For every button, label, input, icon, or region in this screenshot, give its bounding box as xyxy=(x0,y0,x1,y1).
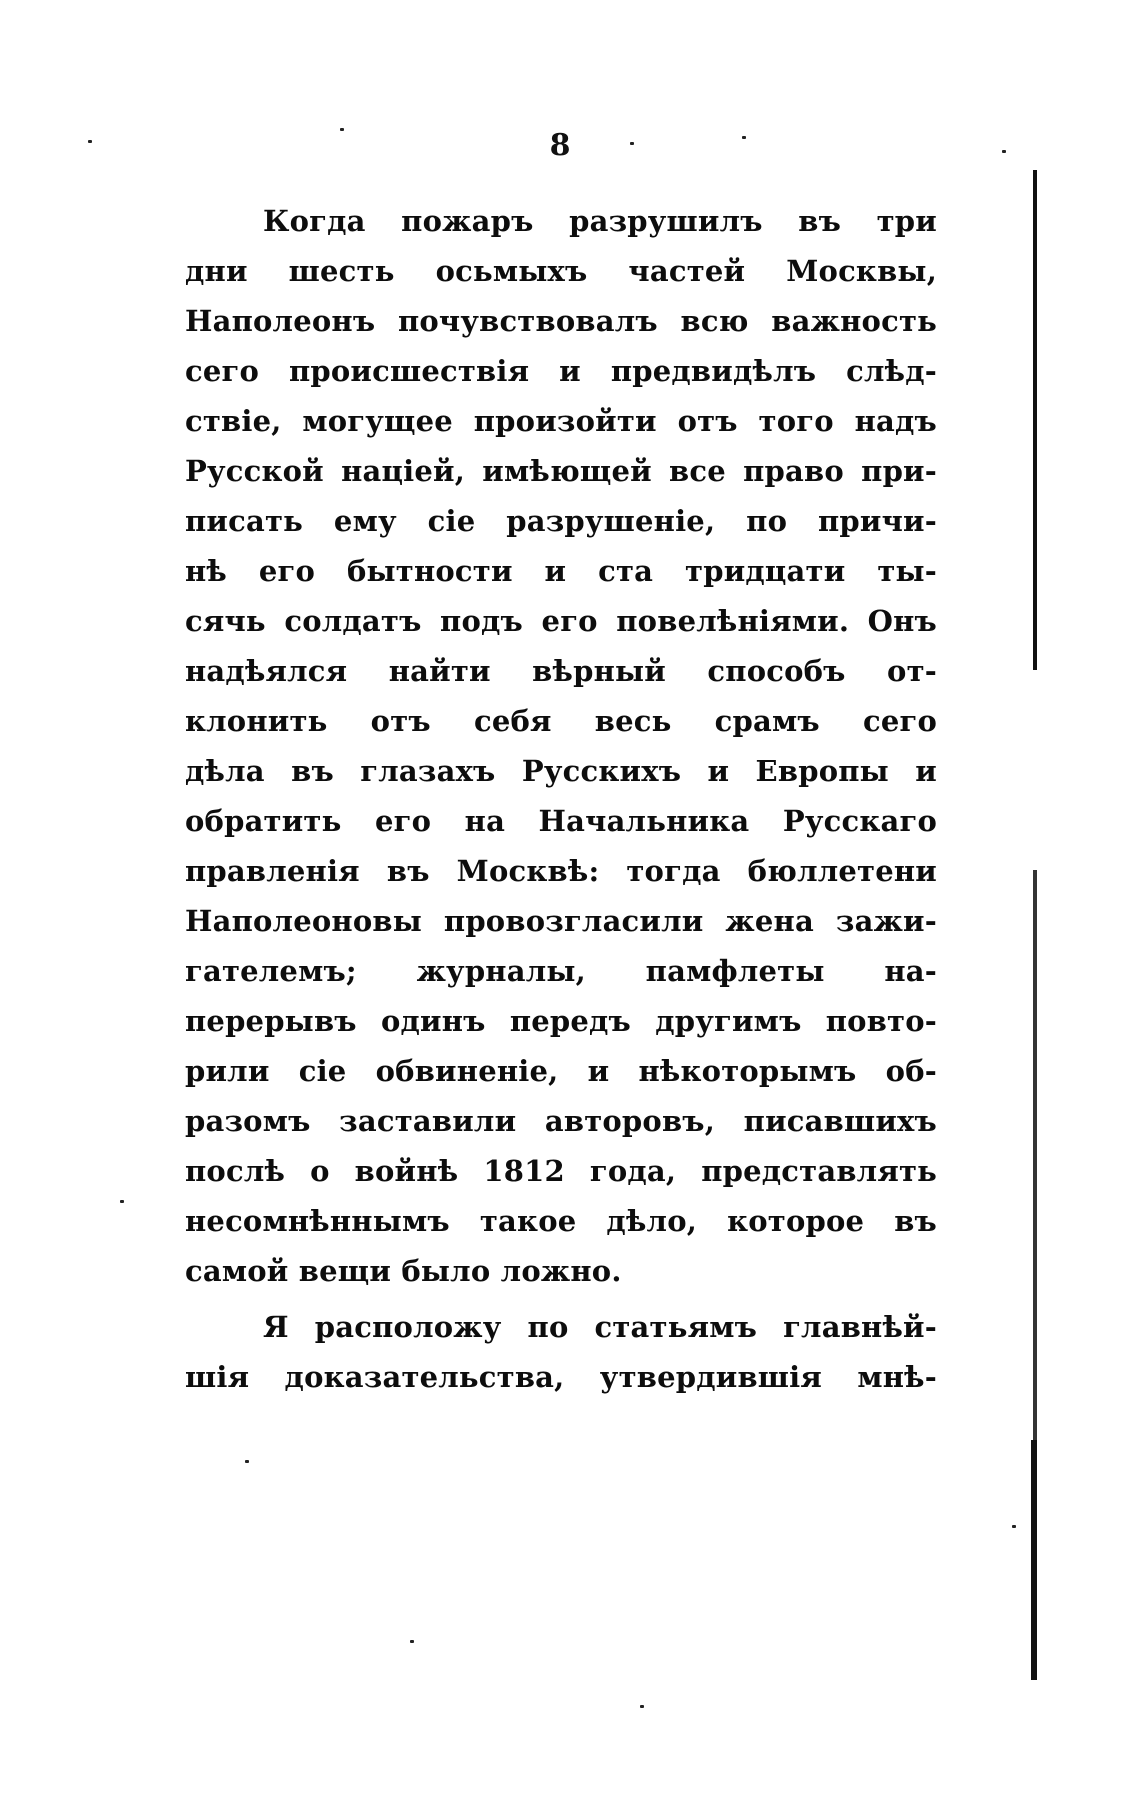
text-line: клонить отъ себя весь срамъ сего xyxy=(185,704,937,738)
text-line: сячь солдатъ подъ его повелѣніями. Онъ xyxy=(185,604,937,638)
text-line: нѣ его бытности и ста тридцати ты- xyxy=(185,554,937,588)
scan-speck xyxy=(1002,150,1006,153)
text-line: гателемъ; журналы, памфлеты на- xyxy=(185,954,937,988)
text-line: рили сіе обвиненіе, и нѣкоторымъ об- xyxy=(185,1054,937,1088)
scan-speck xyxy=(630,142,634,145)
text-line: надѣялся найти вѣрный способъ от- xyxy=(185,654,937,688)
text-line: дни шесть осьмыхъ частей Москвы, xyxy=(185,254,937,288)
text-line: писать ему сіе разрушеніе, по причи- xyxy=(185,504,937,538)
scan-speck xyxy=(88,140,92,143)
text-line: сего происшествія и предвидѣлъ слѣд- xyxy=(185,354,937,388)
scan-speck xyxy=(1012,1525,1016,1528)
page-edge-mark xyxy=(1033,170,1037,670)
text-line: Я расположу по статьямъ главнѣй- xyxy=(263,1310,937,1344)
body-text xyxy=(185,196,937,1402)
text-line: шія доказательства, утвердившія мнѣ- xyxy=(185,1360,937,1394)
text-line: дѣла въ глазахъ Русскихъ и Европы и xyxy=(185,754,937,788)
text-line: правленія въ Москвѣ: тогда бюллетени xyxy=(185,854,937,888)
text-line: Наполеонъ почувствовалъ всю важность xyxy=(185,304,937,338)
text-line: Когда пожаръ разрушилъ въ три xyxy=(263,204,937,238)
scan-speck xyxy=(340,128,344,131)
scan-speck xyxy=(640,1705,644,1708)
text-line: послѣ о войнѣ 1812 года, представлять xyxy=(185,1154,937,1188)
text-line: обратить его на Начальника Русскаго xyxy=(185,804,937,838)
text-line: самой вещи было ложно. xyxy=(185,1254,622,1288)
scan-speck xyxy=(245,1460,249,1463)
scan-speck xyxy=(742,136,746,139)
text-line: Русской націей, имѣющей все право при- xyxy=(185,454,937,488)
scan-speck xyxy=(410,1640,414,1643)
text-line: несомнѣннымъ такое дѣло, которое въ xyxy=(185,1204,937,1238)
text-line: Наполеоновы провозгласили жена зажи- xyxy=(185,904,937,938)
text-line: ствіе, могущее произойти отъ того надъ xyxy=(185,404,937,438)
text-line: перерывъ одинъ передъ другимъ повто- xyxy=(185,1004,937,1038)
scan-speck xyxy=(120,1200,124,1203)
text-line: разомъ заставили авторовъ, писавшихъ xyxy=(185,1104,937,1138)
page-edge-mark xyxy=(1031,1440,1037,1680)
page-number: 8 xyxy=(549,128,571,163)
